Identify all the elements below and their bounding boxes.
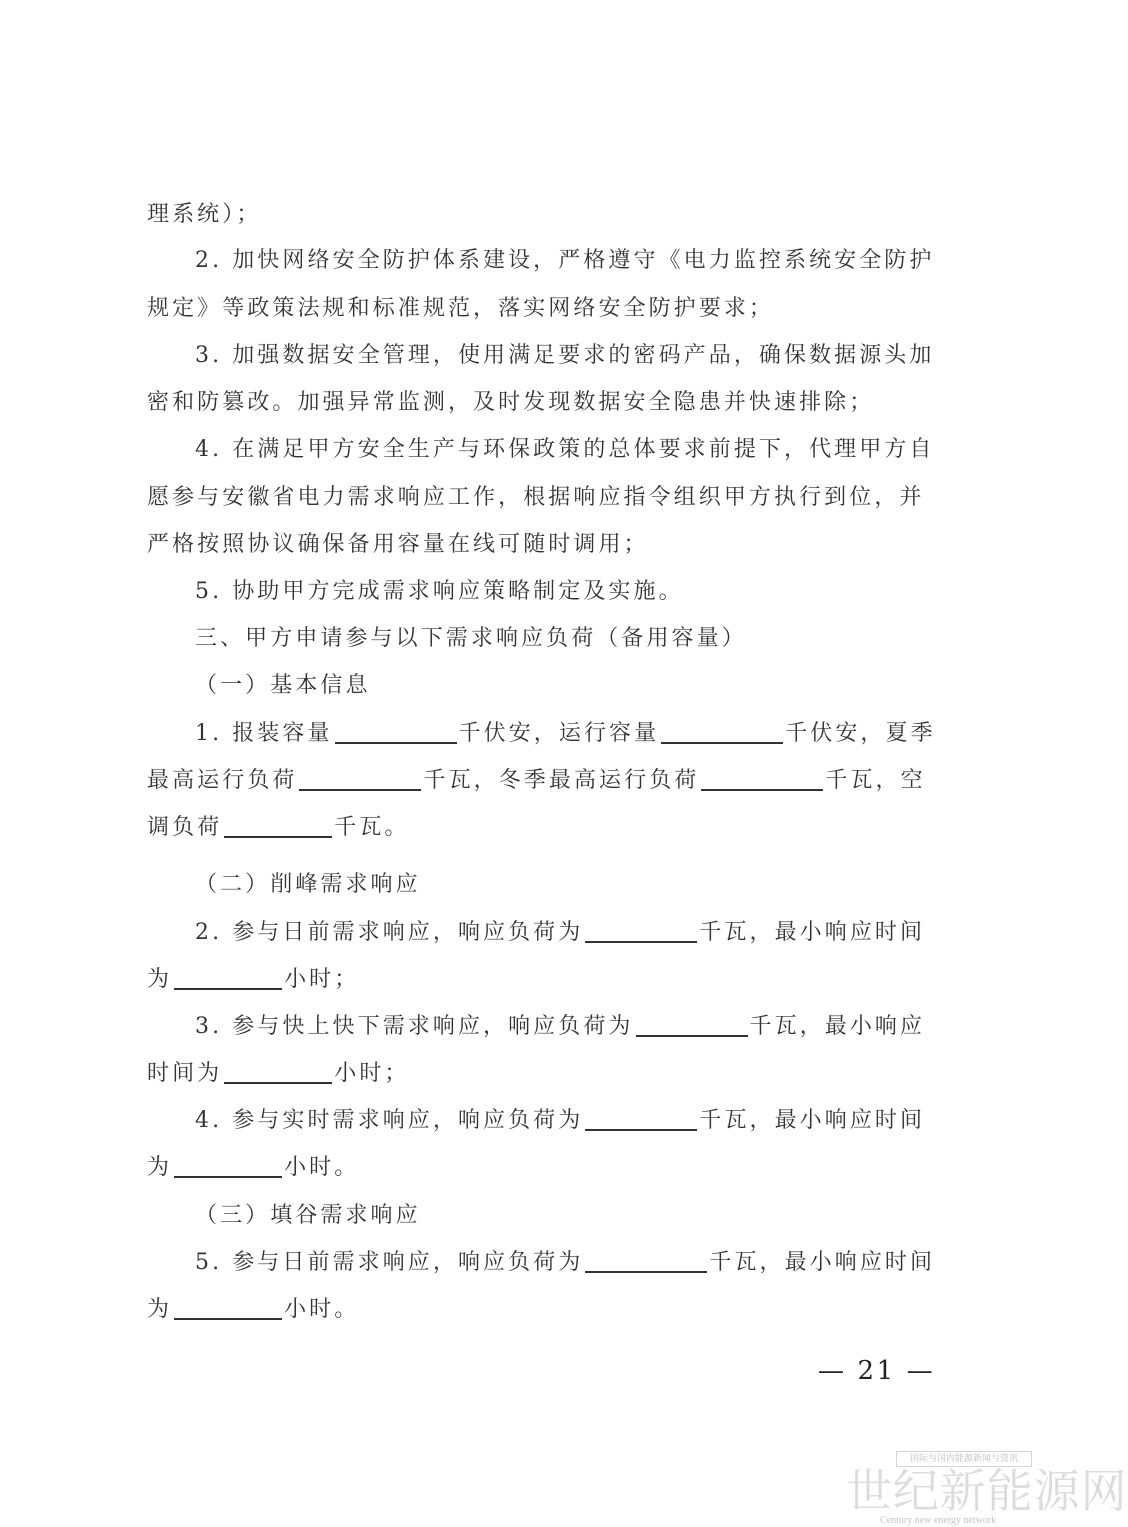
item-3-line	[195, 341, 934, 371]
installed-capacity-blank[interactable]	[335, 720, 457, 744]
text: 5. 参与日前需求响应，响应负荷为	[195, 1250, 584, 1275]
text: 千伏安，运行容量	[458, 721, 660, 746]
subsection-heading-basic-info	[195, 671, 371, 701]
fast-response-load-blank[interactable]	[636, 1013, 748, 1037]
paragraph-line	[147, 200, 261, 230]
text: 为	[147, 1155, 173, 1180]
day-ahead-load-blank[interactable]	[585, 919, 697, 943]
item-5-line	[195, 577, 684, 607]
operating-capacity-blank[interactable]	[661, 720, 783, 744]
watermark-tagline: 国际与国内能源新闻与资讯	[896, 1451, 1032, 1467]
text: 5. 协助甲方完成需求响应策略制定及实施。	[195, 579, 684, 604]
text: 千瓦，冬季最高运行负荷	[423, 768, 700, 793]
form-line-capacity	[195, 719, 936, 749]
form-line-day-ahead-peak-time	[147, 965, 359, 995]
section-heading-3	[195, 624, 747, 654]
item-2-line	[195, 246, 934, 276]
text: 千瓦，最小响应时间	[709, 1250, 936, 1275]
text: 三、甲方申请参与以下需求响应负荷（备用容量）	[195, 626, 747, 651]
text: 小时。	[284, 1297, 360, 1322]
text: （二）削峰需求响应	[195, 872, 421, 897]
text: 千瓦，最小响应	[749, 1014, 926, 1039]
text: 2. 加快网络安全防护体系建设，严格遵守《电力监控系统安全防护	[195, 248, 935, 273]
watermark-subtitle: Century new energy network	[880, 1515, 997, 1526]
text: 3. 加强数据安全管理，使用满足要求的密码产品，确保数据源头加	[195, 343, 935, 368]
text: 密和防篡改。加强异常监测，及时发现数据安全隐患并快速排除；	[147, 390, 875, 415]
realtime-time-blank[interactable]	[174, 1154, 282, 1178]
form-line-realtime	[195, 1106, 925, 1136]
text: 严格按照协议确保备用容量在线可随时调用；	[147, 532, 649, 557]
realtime-load-blank[interactable]	[585, 1107, 697, 1131]
text: 千瓦，空	[825, 768, 926, 793]
item-4-line-cont2	[147, 530, 649, 560]
text: 千瓦，最小响应时间	[699, 1108, 926, 1133]
text: 千瓦，最小响应时间	[699, 920, 926, 945]
item-4-line-cont	[147, 483, 924, 513]
text: （一）基本信息	[195, 673, 371, 698]
text: 小时；	[284, 967, 360, 992]
form-line-realtime-time	[147, 1153, 359, 1183]
text: 小时；	[334, 1061, 410, 1086]
form-line-day-ahead-valley-time	[147, 1295, 359, 1325]
text: 为	[147, 967, 173, 992]
text: 1. 报装容量	[195, 721, 333, 746]
text: 规定》等政策法规和标准规范，落实网络安全防护要求；	[147, 296, 775, 321]
text: （三）填谷需求响应	[195, 1203, 421, 1228]
text: 千伏安，夏季	[785, 721, 936, 746]
valley-time-blank[interactable]	[174, 1296, 282, 1320]
text: 2. 参与日前需求响应，响应负荷为	[195, 920, 584, 945]
form-line-fast-response-time	[147, 1059, 410, 1089]
text: 为	[147, 1297, 173, 1322]
fast-response-time-blank[interactable]	[224, 1060, 332, 1084]
text: 调负荷	[147, 815, 223, 840]
winter-peak-load-blank[interactable]	[701, 767, 823, 791]
text: 4. 在满足甲方安全生产与环保政策的总体要求前提下，代理甲方自	[195, 437, 935, 462]
summer-peak-load-blank[interactable]	[299, 767, 421, 791]
form-line-peak-load	[147, 766, 926, 796]
text: 愿参与安徽省电力需求响应工作，根据响应指令组织甲方执行到位，并	[147, 485, 925, 510]
subsection-heading-peak-shaving	[195, 870, 421, 900]
item-4-line	[195, 435, 934, 465]
text: 小时。	[284, 1155, 360, 1180]
form-line-day-ahead-peak	[195, 918, 925, 948]
ac-load-blank[interactable]	[224, 814, 332, 838]
item-3-line-cont	[147, 388, 874, 418]
page-number: — 21 —	[818, 1356, 936, 1386]
text: 3. 参与快上快下需求响应，响应负荷为	[195, 1014, 634, 1039]
text: 理系统）；	[147, 202, 262, 227]
text: 4. 参与实时需求响应，响应负荷为	[195, 1108, 584, 1133]
text: 最高运行负荷	[147, 768, 298, 793]
watermark-title: 世纪新能源网	[846, 1464, 1128, 1518]
valley-load-blank[interactable]	[585, 1249, 707, 1273]
text: 时间为	[147, 1061, 223, 1086]
subsection-heading-valley-filling	[195, 1201, 421, 1231]
form-line-ac-load	[147, 813, 410, 843]
item-2-line-cont	[147, 294, 774, 324]
form-line-day-ahead-valley	[195, 1248, 935, 1278]
text: 千瓦。	[334, 815, 410, 840]
form-line-fast-response	[195, 1012, 925, 1042]
day-ahead-time-blank[interactable]	[174, 966, 282, 990]
